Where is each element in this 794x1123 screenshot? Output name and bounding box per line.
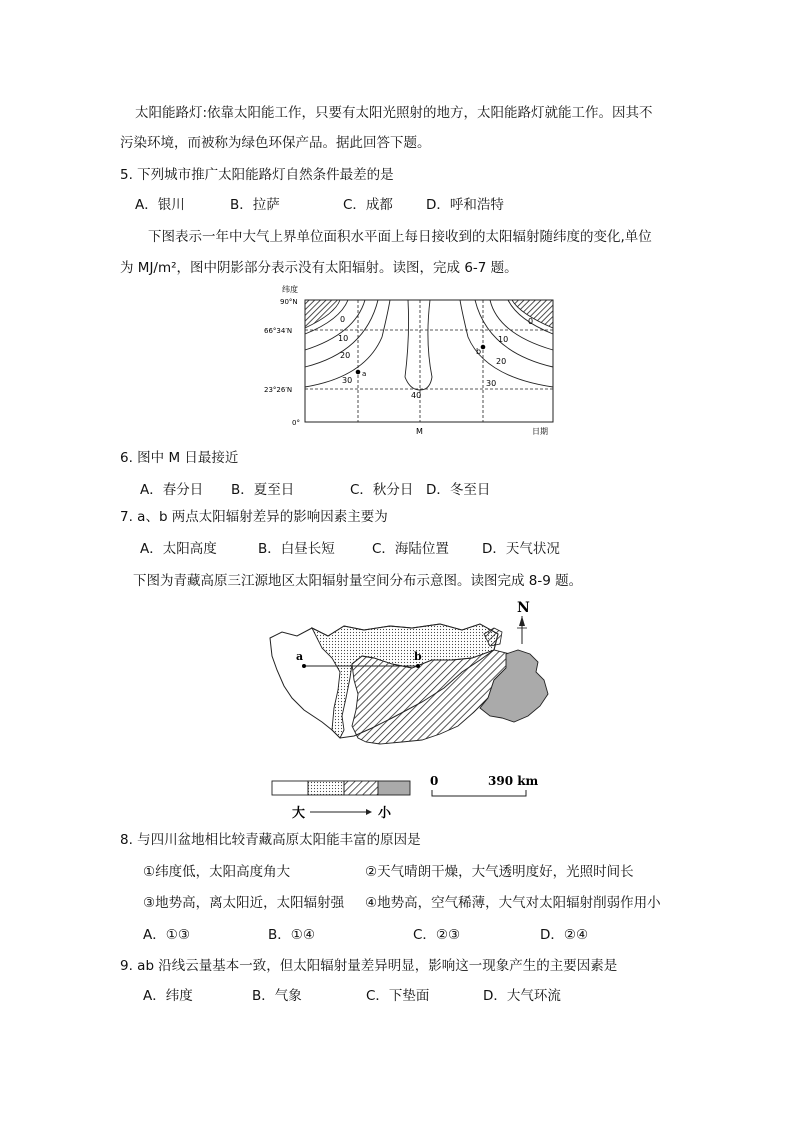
fig1-y-axis-label: 纬度 (282, 285, 298, 294)
q9-option-b[interactable]: B．气象 (252, 988, 302, 1004)
intro-line-2: 污染环境，而被称为绿色环保产品。据此回答下题。 (120, 135, 431, 151)
q7-option-c[interactable]: C．海陆位置 (372, 541, 449, 557)
scale-zero: 0 (430, 774, 439, 788)
region-medium-low-radiation (352, 650, 510, 744)
q6-option-a[interactable]: A．春分日 (140, 482, 204, 498)
q9-option-c[interactable]: C．下垫面 (366, 988, 430, 1004)
q7-option-d[interactable]: D．天气状况 (482, 541, 560, 557)
q8-statement-1: ①纬度低，太阳高度角大 (143, 864, 291, 880)
radiation-isoline-chart (264, 282, 560, 442)
q8-statement-2: ②天气晴朗干燥，大气透明度好，光照时间长 (365, 864, 634, 880)
q8-stem: 8. 与四川盆地相比较青藏高原太阳能丰富的原因是 (120, 832, 421, 848)
q8-option-c[interactable]: C．②③ (413, 927, 461, 943)
q8-option-d[interactable]: D．②④ (540, 927, 589, 943)
q8-statement-3: ③地势高，离太阳近，太阳辐射强 (143, 895, 345, 911)
fig1-intro-line-1: 下图表示一年中大气上界单位面积水平面上每日接收到的太阳辐射随纬度的变化,单位 (148, 229, 652, 245)
q5-stem: 5. 下列城市推广太阳能路灯自然条件最差的是 (120, 167, 394, 183)
q6-option-b[interactable]: B．夏至日 (231, 482, 295, 498)
q8-statement-4: ④地势高，空气稀薄，大气对太阳辐射削弱作用小 (365, 895, 661, 911)
contour-label: 20 (340, 351, 351, 360)
fig2-intro: 下图为青藏高原三江源地区太阳辐射量空间分布示意图。读图完成 8-9 题。 (133, 573, 583, 589)
fig1-x-axis-label: 日期 (532, 427, 548, 436)
q5-option-a[interactable]: A．银川 (135, 197, 185, 213)
fig1-point-a: a (362, 370, 367, 378)
contour-label: 20 (496, 357, 507, 366)
fig1-lat-90: 90°N (280, 298, 298, 306)
sanjiangyuan-radiation-map (262, 598, 562, 823)
q5-option-b[interactable]: B．拉萨 (230, 197, 280, 213)
q9-option-d[interactable]: D．大气环流 (483, 988, 561, 1004)
q6-option-c[interactable]: C．秋分日 (350, 482, 414, 498)
north-label: N (517, 600, 530, 616)
q8-option-b[interactable]: B．①④ (268, 927, 315, 943)
contour-label: 10 (338, 334, 349, 343)
radiation-legend (272, 781, 410, 795)
q7-stem: 7. a、b 两点太阳辐射差异的影响因素主要为 (120, 509, 388, 525)
contour-label: 30 (486, 379, 497, 388)
q8-option-a[interactable]: A．①③ (143, 927, 190, 943)
scale-bar (432, 790, 526, 796)
contour-label: 40 (411, 391, 422, 400)
fig2-point-a: a (296, 650, 304, 663)
contour-label: 0 (528, 317, 534, 326)
fig1-lat-66: 66°34′N (264, 327, 293, 335)
q5-option-d[interactable]: D．呼和浩特 (426, 197, 504, 213)
q6-option-d[interactable]: D．冬至日 (426, 482, 491, 498)
q9-stem: 9. ab 沿线云量基本一致，但太阳辐射量差异明显，影响这一现象产生的主要因素是 (120, 958, 618, 974)
contour-label: 30 (342, 376, 353, 385)
fig1-point-b: b (476, 347, 482, 356)
no-radiation-region-left (305, 300, 340, 328)
contour-label: 10 (498, 335, 509, 344)
q7-option-b[interactable]: B．白昼长短 (258, 541, 335, 557)
q9-option-a[interactable]: A．纬度 (143, 988, 193, 1004)
north-arrow-icon (517, 616, 527, 644)
fig1-lat-23: 23°26′N (264, 386, 293, 394)
fig1-intro-line-2: 为 MJ/m²，图中阴影部分表示没有太阳辐射。读图，完成 6-7 题。 (120, 260, 518, 276)
fig2-point-b: b (414, 650, 422, 663)
legend-label-large: 大 (292, 806, 306, 821)
scale-distance: 390 km (488, 774, 539, 788)
contour-label: 0 (340, 315, 346, 324)
fig1-m-label: M (416, 427, 423, 436)
intro-line-1: 太阳能路灯:依靠太阳能工作，只要有太阳光照射的地方，太阳能路灯就能工作。因其不 (135, 105, 653, 121)
fig1-lat-0: 0° (292, 419, 300, 427)
legend-label-small: 小 (378, 806, 392, 821)
q6-stem: 6. 图中 M 日最接近 (120, 450, 239, 466)
q5-option-c[interactable]: C．成都 (343, 197, 393, 213)
q7-option-a[interactable]: A．太阳高度 (140, 541, 217, 557)
